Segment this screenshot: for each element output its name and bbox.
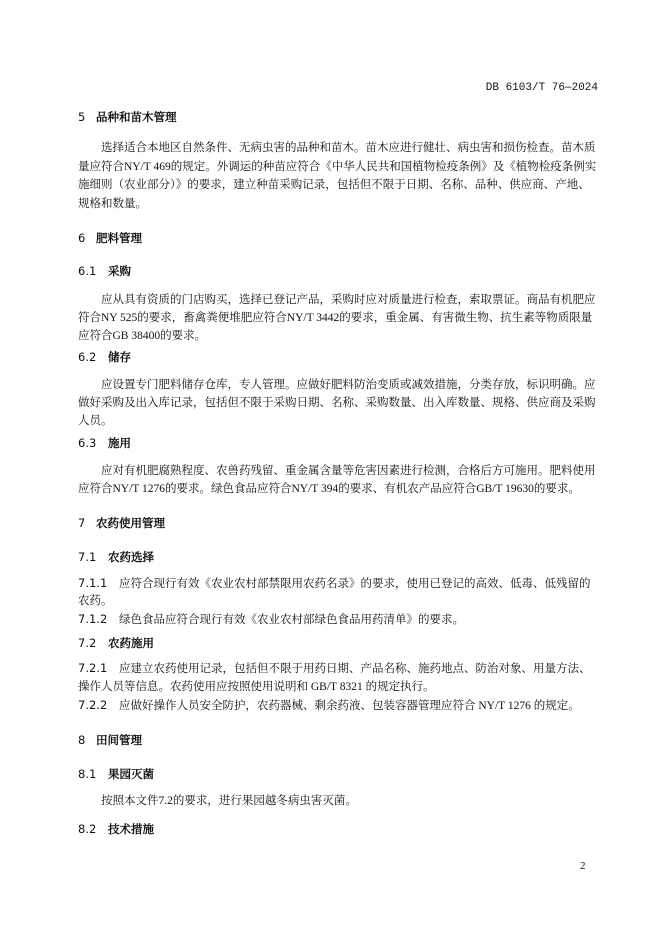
section-number: 8.1 — [78, 767, 97, 781]
clause-text-continued: 操作人员等信息。农药使用应按照使用说明和 GB/T 8321 的规定执行。 — [78, 681, 435, 693]
paragraph-line: 规格和数量。 — [78, 198, 147, 210]
clause-number: 7.1.2 — [78, 612, 108, 626]
section-7-2-heading — [78, 635, 154, 652]
section-title: 农药使用管理 — [96, 516, 165, 530]
section-number: 8.2 — [78, 822, 97, 836]
section-7-heading — [78, 515, 165, 532]
section-number: 6.2 — [78, 350, 97, 364]
section-number: 7.2 — [78, 636, 97, 650]
section-6-heading — [78, 230, 142, 247]
section-8-2-heading — [78, 821, 154, 838]
section-6-3-heading — [78, 435, 131, 452]
section-title: 储存 — [108, 350, 131, 364]
clause-text: 应符合现行有效《农业农村部禁限用农药名录》的要求，使用已登记的高效、低毒、低残留的 — [119, 578, 591, 590]
paragraph-line: 量应符合NY/T 469的规定。外调运的种苗应符合《中华人民共和国植物检疫条例》及《植物检疫条例实 — [78, 161, 597, 173]
paragraph-line: 按照本文件7.2的要求，进行果园越冬病虫害灭菌。 — [101, 795, 357, 807]
clause-7-1-1 — [78, 575, 591, 592]
section-number: 6.1 — [78, 264, 97, 278]
section-title: 田间管理 — [96, 733, 142, 747]
section-number: 7 — [78, 516, 86, 530]
paragraph-line: 应设置专门肥料储存仓库，专人管理。应做好肥料防治变质或减效措施，分类存放，标识明确。应 — [101, 379, 596, 391]
section-number: 5 — [78, 110, 86, 124]
paragraph-line: 应从具有资质的门店购买，选择已登记产品，采购时应对质量进行检查，索取票证。商品有机肥应 — [101, 294, 596, 306]
section-number: 8 — [78, 733, 86, 747]
clause-text-continued: 农药。 — [78, 595, 113, 607]
section-number: 6 — [78, 231, 86, 245]
section-number: 6.3 — [78, 436, 97, 450]
clause-text: 绿色食品应符合现行有效《农业农村部绿色食品用药清单》的要求。 — [119, 614, 464, 626]
page-number: 2 — [580, 860, 586, 872]
clause-7-2-2 — [78, 697, 580, 714]
clause-number: 7.2.1 — [78, 661, 108, 675]
section-title: 技术措施 — [108, 822, 154, 836]
section-title: 品种和苗木管理 — [96, 110, 177, 124]
paragraph-line: 应符合NY/T 1276的要求。绿色食品应符合NY/T 394的要求、有机农产品应符合GB/T 19630的要求。 — [78, 483, 580, 495]
paragraph-line: 应符合GB 38400的要求。 — [78, 330, 207, 342]
clause-number: 7.1.1 — [78, 576, 108, 590]
section-8-1-heading — [78, 766, 154, 783]
section-number: 7.1 — [78, 550, 97, 564]
clause-number: 7.2.2 — [78, 698, 108, 712]
paragraph-line: 人员。 — [78, 415, 113, 427]
paragraph-line: 施细则（农业部分）》的要求，建立种苗采购记录，包括但不限于日期、名称、品种、供应商、产地、 — [78, 179, 590, 191]
section-5-heading — [78, 109, 177, 126]
paragraph-line: 应对有机肥腐熟程度、农兽药残留、重金属含量等危害因素进行检测，合格后方可施用。肥料使用 — [101, 465, 596, 477]
section-title: 果园灭菌 — [108, 767, 154, 781]
section-7-1-heading — [78, 549, 154, 566]
document-code: DB 6103/T 76—2024 — [485, 82, 598, 94]
section-8-heading — [78, 732, 142, 749]
clause-7-1-2 — [78, 611, 464, 628]
section-title: 农药施用 — [108, 636, 154, 650]
section-title: 农药选择 — [108, 550, 154, 564]
section-6-2-heading — [78, 349, 131, 366]
paragraph-line: 符合NY 525的要求，畜禽粪便堆肥应符合NY/T 3442的要求，重金属、有害微生物、抗生素等物质限量 — [78, 312, 593, 324]
section-title: 采购 — [108, 264, 131, 278]
section-title: 肥料管理 — [96, 231, 142, 245]
clause-7-2-1 — [78, 660, 591, 677]
clause-text: 应建立农药使用记录，包括但不限于用药日期、产品名称、施药地点、防治对象、用量方法、 — [119, 663, 591, 675]
section-title: 施用 — [108, 436, 131, 450]
paragraph-line: 做好采购及出入库记录，包括但不限于采购日期、名称、采购数量、出入库数量、规格、供应商及采购 — [78, 397, 596, 409]
clause-text: 应做好操作人员安全防护，农药器械、剩余药液、包装容器管理应符合 NY/T 1276 的规定。 — [119, 700, 580, 712]
section-6-1-heading — [78, 263, 131, 280]
paragraph-line: 选择适合本地区自然条件、无病虫害的品种和苗木。苗木应进行健壮、病虫害和损伤检查。苗木质 — [101, 142, 596, 154]
